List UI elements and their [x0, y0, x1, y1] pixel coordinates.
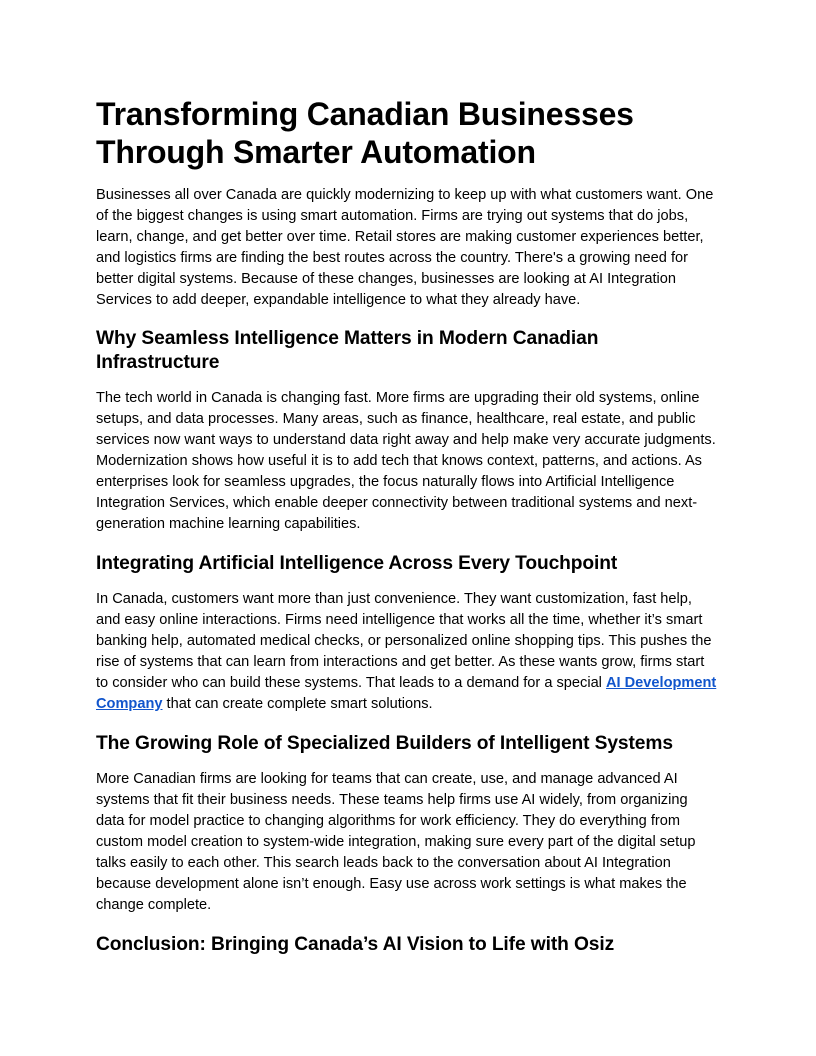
title-line-2: Through Smarter Automation — [96, 134, 536, 170]
document-title — [96, 95, 720, 171]
ai-development-company-link[interactable]: AI Development Company — [96, 675, 717, 712]
body-text-after-link: that can create complete smart solutions. — [162, 696, 433, 712]
section-heading-conclusion: Conclusion: Bringing Canada’s AI Vision to Life with Osiz — [96, 934, 615, 955]
section-body-seamless-intelligence: The tech world in Canada is changing fast. More firms are upgrading their old systems, online setups, and data processes. Many areas, such as finance, healthcare, real estate, and public services now want ways to understand data right away and help make very accurate judgments. Modernization shows how useful it is to add tech that knows context, patterns, and actions. As enterprises look for seamless upgrades, the focus naturally flows into Artificial Intelligence Integration Services, which enable deeper connectivity between traditional systems and next-generation machine learning capabilities. — [96, 390, 716, 532]
section-body-specialized-builders: More Canadian firms are looking for teams that can create, use, and manage advanced AI systems that fit their business needs. These teams help firms use AI widely, from organizing data for model practice to changing algorithms for work efficiency. They do everything from custom model creation to system-wide integration, making sure every part of the digital setup talks easily to each other. This search leads back to the conversation about AI Integration because development alone isn’t enough. Easy use across work settings is what makes the change complete. — [96, 771, 696, 913]
section-heading-integrating-ai: Integrating Artificial Intelligence Across Every Touchpoint — [96, 553, 618, 574]
section-body-integrating-ai — [96, 589, 720, 715]
body-text-before-link: In Canada, customers want more than just convenience. They want customization, fast help, and easy online interactions. Firms need intelligence that works all the time, whether it’s smart banking help, automated medical checks, or personalized online shopping tips. This pushes the rise of systems that can learn from interactions and get better. As these wants grow, firms start to consider who can build these systems. That leads to a demand for a special — [96, 591, 712, 691]
section-heading-specialized-builders: The Growing Role of Specialized Builders of Intelligent Systems — [96, 733, 673, 754]
title-line-1: Transforming Canadian Businesses — [96, 96, 634, 132]
intro-paragraph: Businesses all over Canada are quickly modernizing to keep up with what customers want. One of the biggest changes is using smart automation. Firms are trying out systems that do jobs, learn, change, and get better over time. Retail stores are making customer experiences better, and logistics firms are finding the best routes across the country. There's a growing need for better digital systems. Because of these changes, businesses are looking at AI Integration Services to add deeper, expandable intelligence to what they already have. — [96, 187, 714, 308]
section-heading-seamless-intelligence: Why Seamless Intelligence Matters in Modern Canadian Infrastructure — [96, 328, 599, 373]
